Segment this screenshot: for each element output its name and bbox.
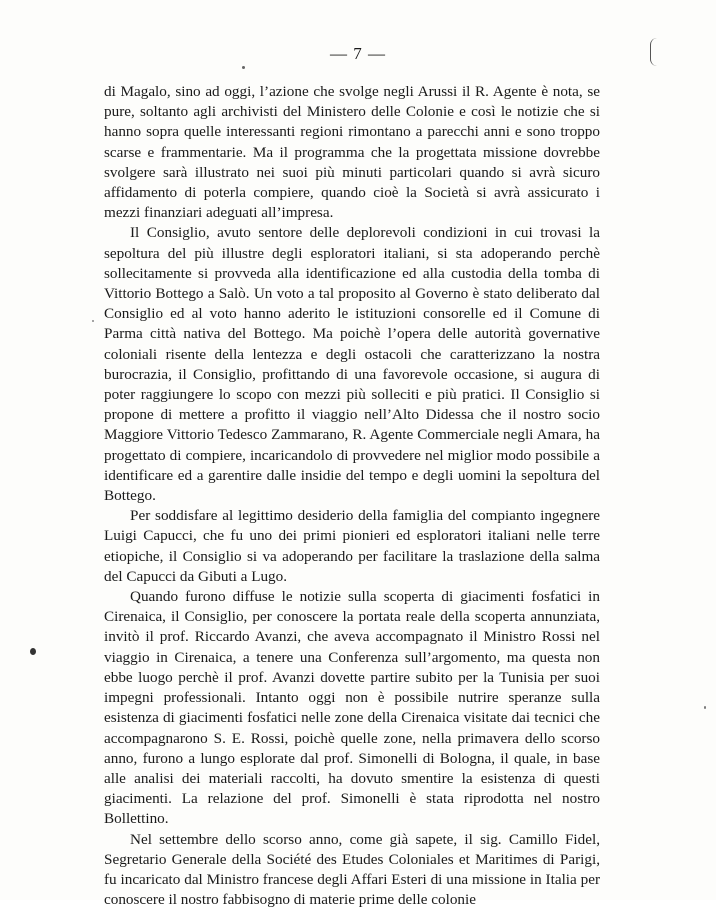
margin-mark — [650, 38, 657, 66]
paragraph-3: Per soddisfare al legittimo desiderio della famiglia del compianto ingegnere Luigi Capucci, che fu uno dei primi pionieri ed esploratori italiani nelle terre etiopiche, il Consiglio si va adoperando per facilitare la traslazione della salma del Capucci da Gibuti a Lugo. — [104, 507, 600, 585]
ink-speck — [30, 648, 36, 655]
ink-speck — [92, 320, 94, 322]
paragraph-1: di Magalo, sino ad oggi, l’azione che svolge negli Arussi il R. Agente è nota, se pure, soltanto agli archivisti del Ministero delle Colonie e così le notizie che si hanno sopra quelle interessanti regioni rimontano a parecchi anni e sono troppo scarse e frammentarie. Ma il programma che la progettata missione dovrebbe svolgere sarà illustrato nei suoi più minuti particolari quando si avrà sicuro affidamento di poterla compiere, quando cioè la Società si avrà assicurato i mezzi finanziari adeguati all’impresa. — [104, 83, 600, 222]
paragraph-2: Il Consiglio, avuto sentore delle deplorevoli condizioni in cui trovasi la sepoltura del più illustre degli esploratori italiani, si sta adoperando perchè sollecitamente si provveda alla identificazione ed alla custodia della tomba di Vittorio Bottego a Salò. Un voto a tal proposito al Governo è stato deliberato dal Consiglio ed al voto hanno aderito le istituzioni consorelle ed il Comune di Parma città nativa del Bottego. Ma poichè l’opera delle autorità governative coloniali risente della lentezza e degli ostacoli che caratterizzano la nostra burocrazia, il Consiglio, profittando di una favorevole occasione, si augura di poter raggiungere lo scopo con mezzi più solleciti e più pratici. Il Consiglio si propone di mettere a profitto il viaggio nell’Alto Didessa che il nostro socio Maggiore Vittorio Tedesco Zammarano, R. Agente Commerciale negli Amara, ha progettato di compiere, incaricandolo di provvedere nel miglior modo possibile a identificare ed a garentire dalle insidie del tempo e degli uomini la sepoltura del Bottego. — [104, 224, 600, 505]
paragraph-5: Nel settembre dello scorso anno, come già sapete, il sig. Camillo Fidel, Segretario Generale della Société des Etudes Coloniales et Maritimes di Parigi, fu incaricato dal Ministro francese degli Affari Esteri di una missione in Italia per conoscere il nostro fabbisogno di materie prime delle colonie — [104, 830, 600, 909]
body-text — [104, 82, 600, 910]
paragraph-4: Quando furono diffuse le notizie sulla scoperta di giacimenti fosfatici in Cirenaica, il Consiglio, per conoscere la portata reale della scoperta annunziata, invitò il prof. Riccardo Avanzi, che aveva accompagnato il Ministro Rossi nel viaggio in Cirenaica, a tenere una Conferenza sull’argomento, ma questa non ebbe luogo perchè il prof. Avanzi dovette partire subito per la Tunisia per suoi impegni professionali. Intanto oggi non è possibile nutrire speranze sulla esistenza di giacimenti fosfatici nelle zone della Cirenaica visitate dai tecnici che accompagnarono S. E. Rossi, poichè quelle zone, nella primavera dello scorso anno, furono a lungo esplorate dal prof. Simonelli di Bologna, il quale, in base alle analisi dei materiali raccolti, ha dovuto smentire la esistenza di questi giacimenti. La relazione del prof. Simonelli è stata riprodotta nel nostro Bollettino. — [104, 588, 600, 828]
page-number: — 7 — — [330, 44, 386, 63]
ink-speck — [704, 706, 706, 709]
ink-speck — [242, 66, 245, 69]
